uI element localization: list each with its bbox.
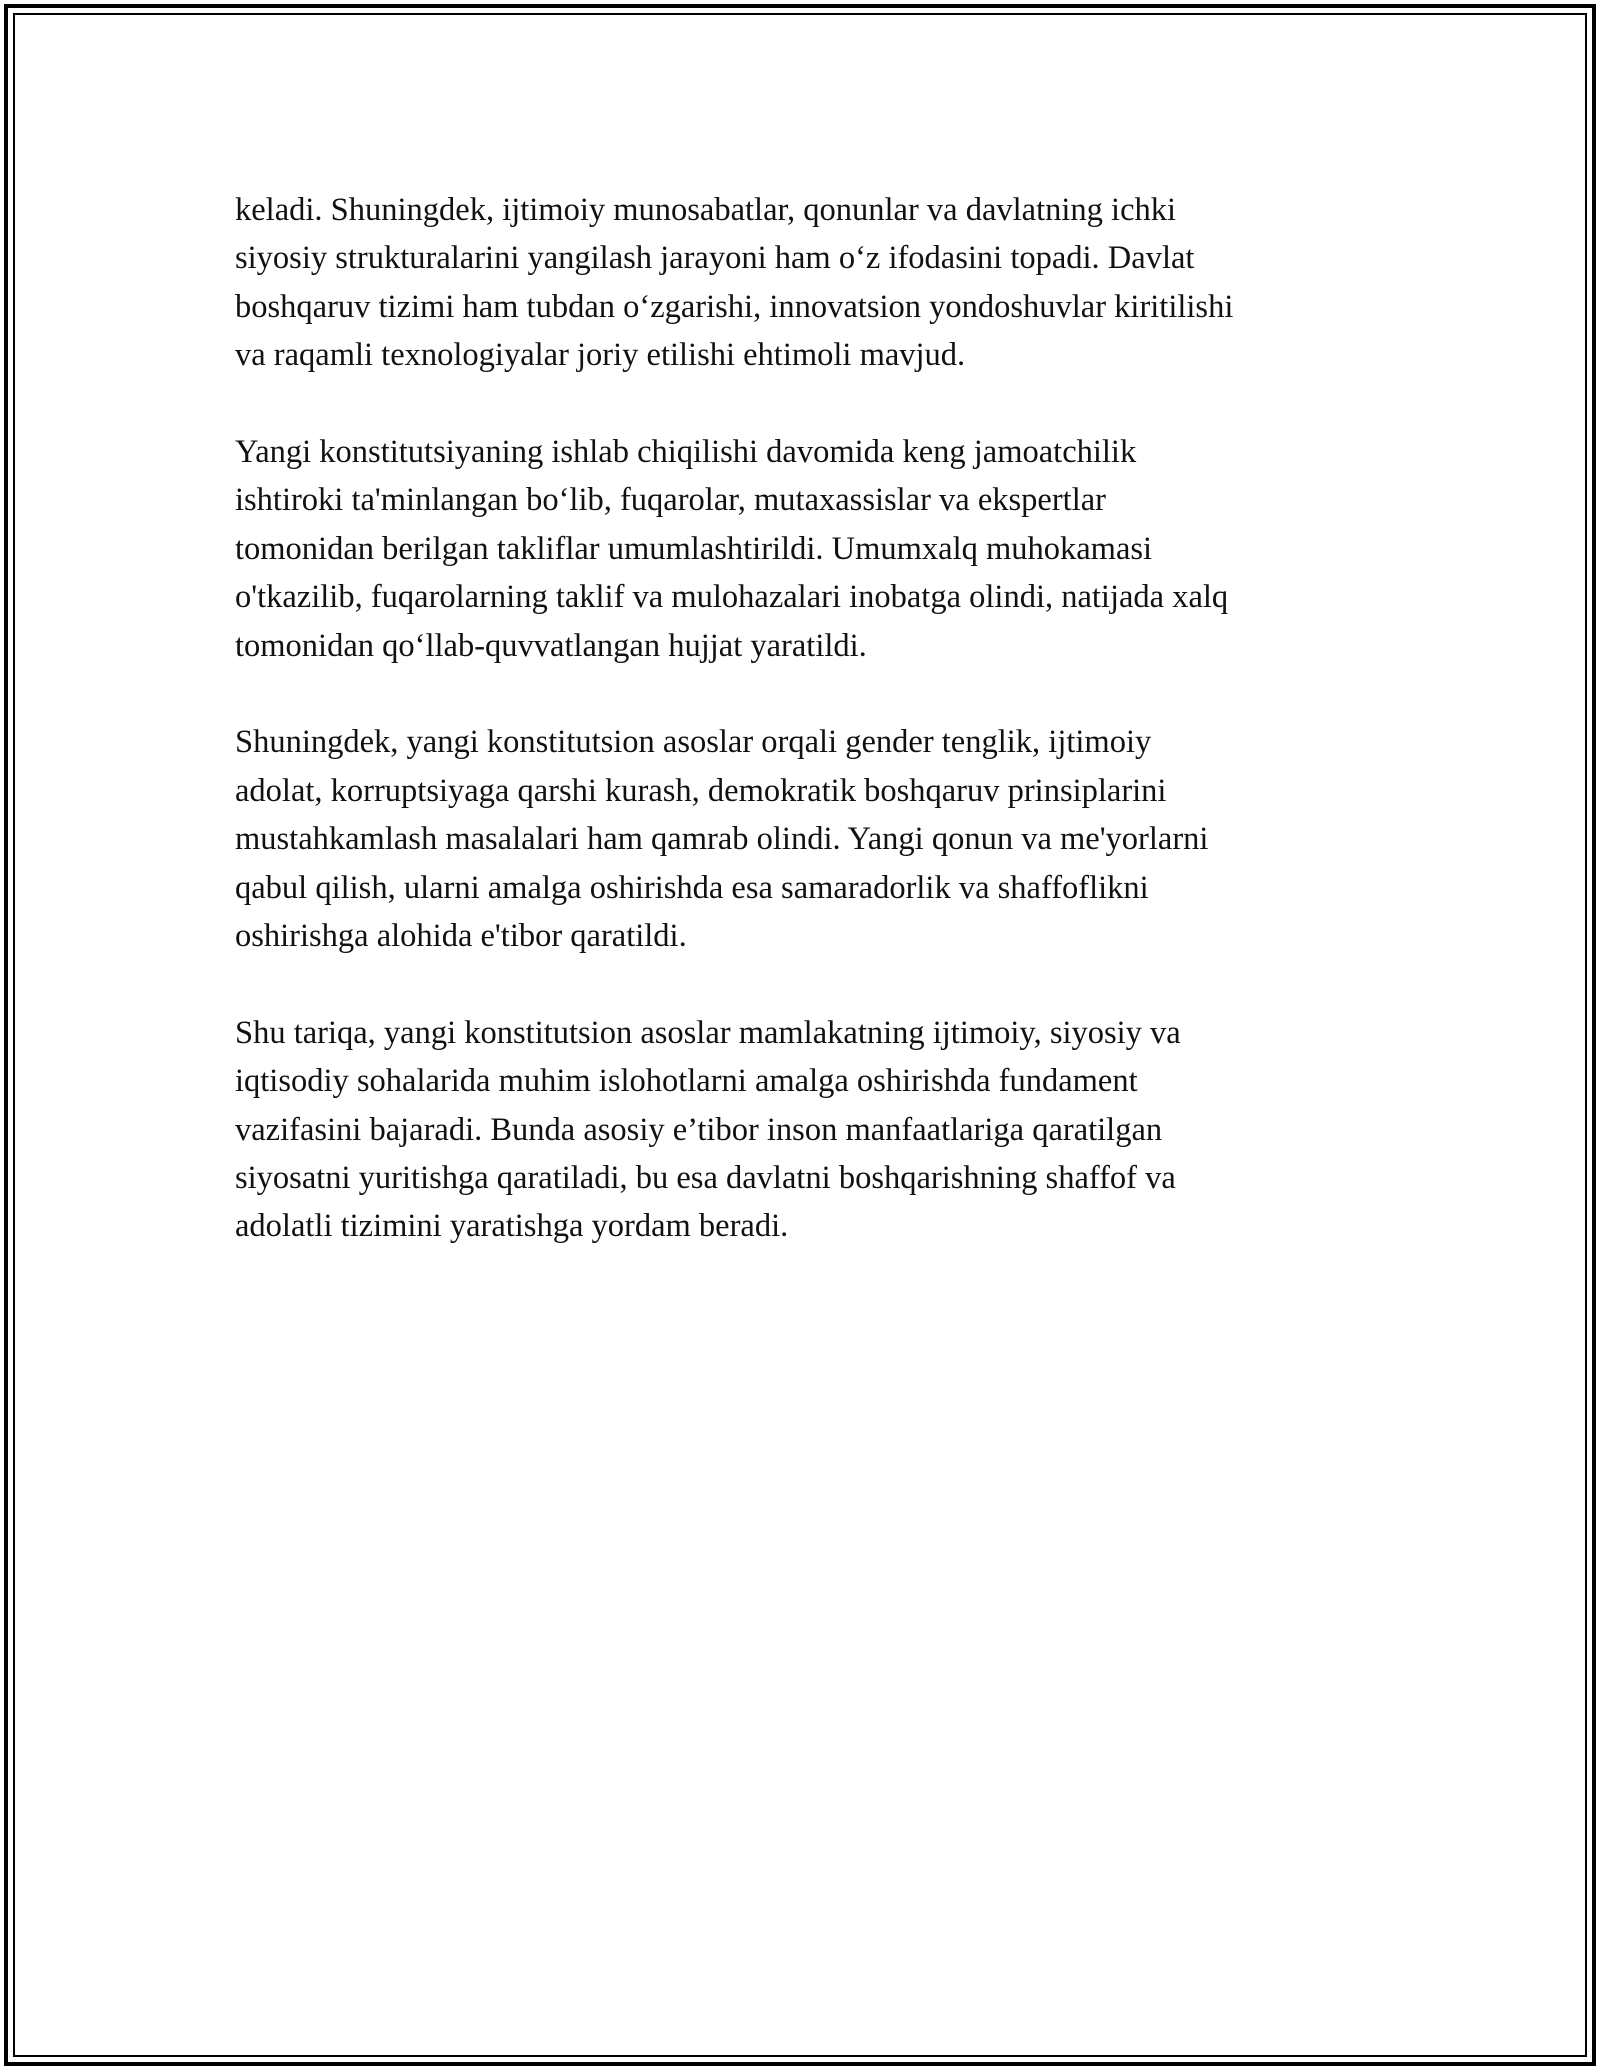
paragraph-3 xyxy=(235,718,1375,960)
paragraph-2 xyxy=(235,428,1375,670)
text-line: Shuningdek, yangi konstitutsion asoslar orqali gender tenglik, ijtimoiy xyxy=(235,724,1152,761)
text-line: tomonidan qo‘llab-quvvatlangan hujjat yaratildi. xyxy=(235,627,867,664)
text-line: siyosatni yuritishga qaratiladi, bu esa davlatni boshqarishning shaffof va xyxy=(235,1160,1176,1197)
text-line: boshqaruv tizimi ham tubdan o‘zgarishi, innovatsion yondoshuvlar kiritilishi xyxy=(235,288,1234,325)
text-line: mustahkamlash masalalari ham qamrab olindi. Yangi qonun va me'yorlarni xyxy=(235,821,1209,858)
text-line: Yangi konstitutsiyaning ishlab chiqilishi davomida keng jamoatchilik xyxy=(235,434,1137,471)
document-body xyxy=(235,186,1375,1299)
text-line: keladi. Shuningdek, ijtimoiy munosabatlar, qonunlar va davlatning ichki xyxy=(235,192,1177,228)
text-line: tomonidan berilgan takliflar umumlashtirildi. Umumxalq muhokamasi xyxy=(235,530,1153,567)
paragraph-4 xyxy=(235,1009,1375,1251)
text-line: vazifasini bajaradi. Bunda asosiy e’tibor inson manfaatlariga qaratilgan xyxy=(235,1111,1163,1148)
text-line: adolatli tizimini yaratishga yordam beradi. xyxy=(235,1208,789,1245)
text-line: siyosiy strukturalarini yangilash jarayoni ham o‘z ifodasini topadi. Davlat xyxy=(235,240,1195,277)
text-line: qabul qilish, ularni amalga oshirishda esa samaradorlik va shaffoflikni xyxy=(235,869,1149,906)
text-line: iqtisodiy sohalarida muhim islohotlarni amalga oshirishda fundament xyxy=(235,1063,1138,1100)
text-line: oshirishga alohida e'tibor qaratildi. xyxy=(235,918,687,955)
paragraph-1 xyxy=(235,186,1375,380)
text-line: o'tkazilib, fuqarolarning taklif va mulohazalari inobatga olindi, natijada xalq xyxy=(235,579,1229,616)
text-line: va raqamli texnologiyalar joriy etilishi ehtimoli mavjud. xyxy=(235,337,966,374)
text-line: Shu tariqa, yangi konstitutsion asoslar mamlakatning ijtimoiy, siyosiy va xyxy=(235,1014,1181,1051)
text-line: adolat, korruptsiyaga qarshi kurash, demokratik boshqaruv prinsiplarini xyxy=(235,772,1167,809)
text-line: ishtiroki ta'minlangan bo‘lib, fuqarolar, mutaxassislar va ekspertlar xyxy=(235,482,1106,519)
